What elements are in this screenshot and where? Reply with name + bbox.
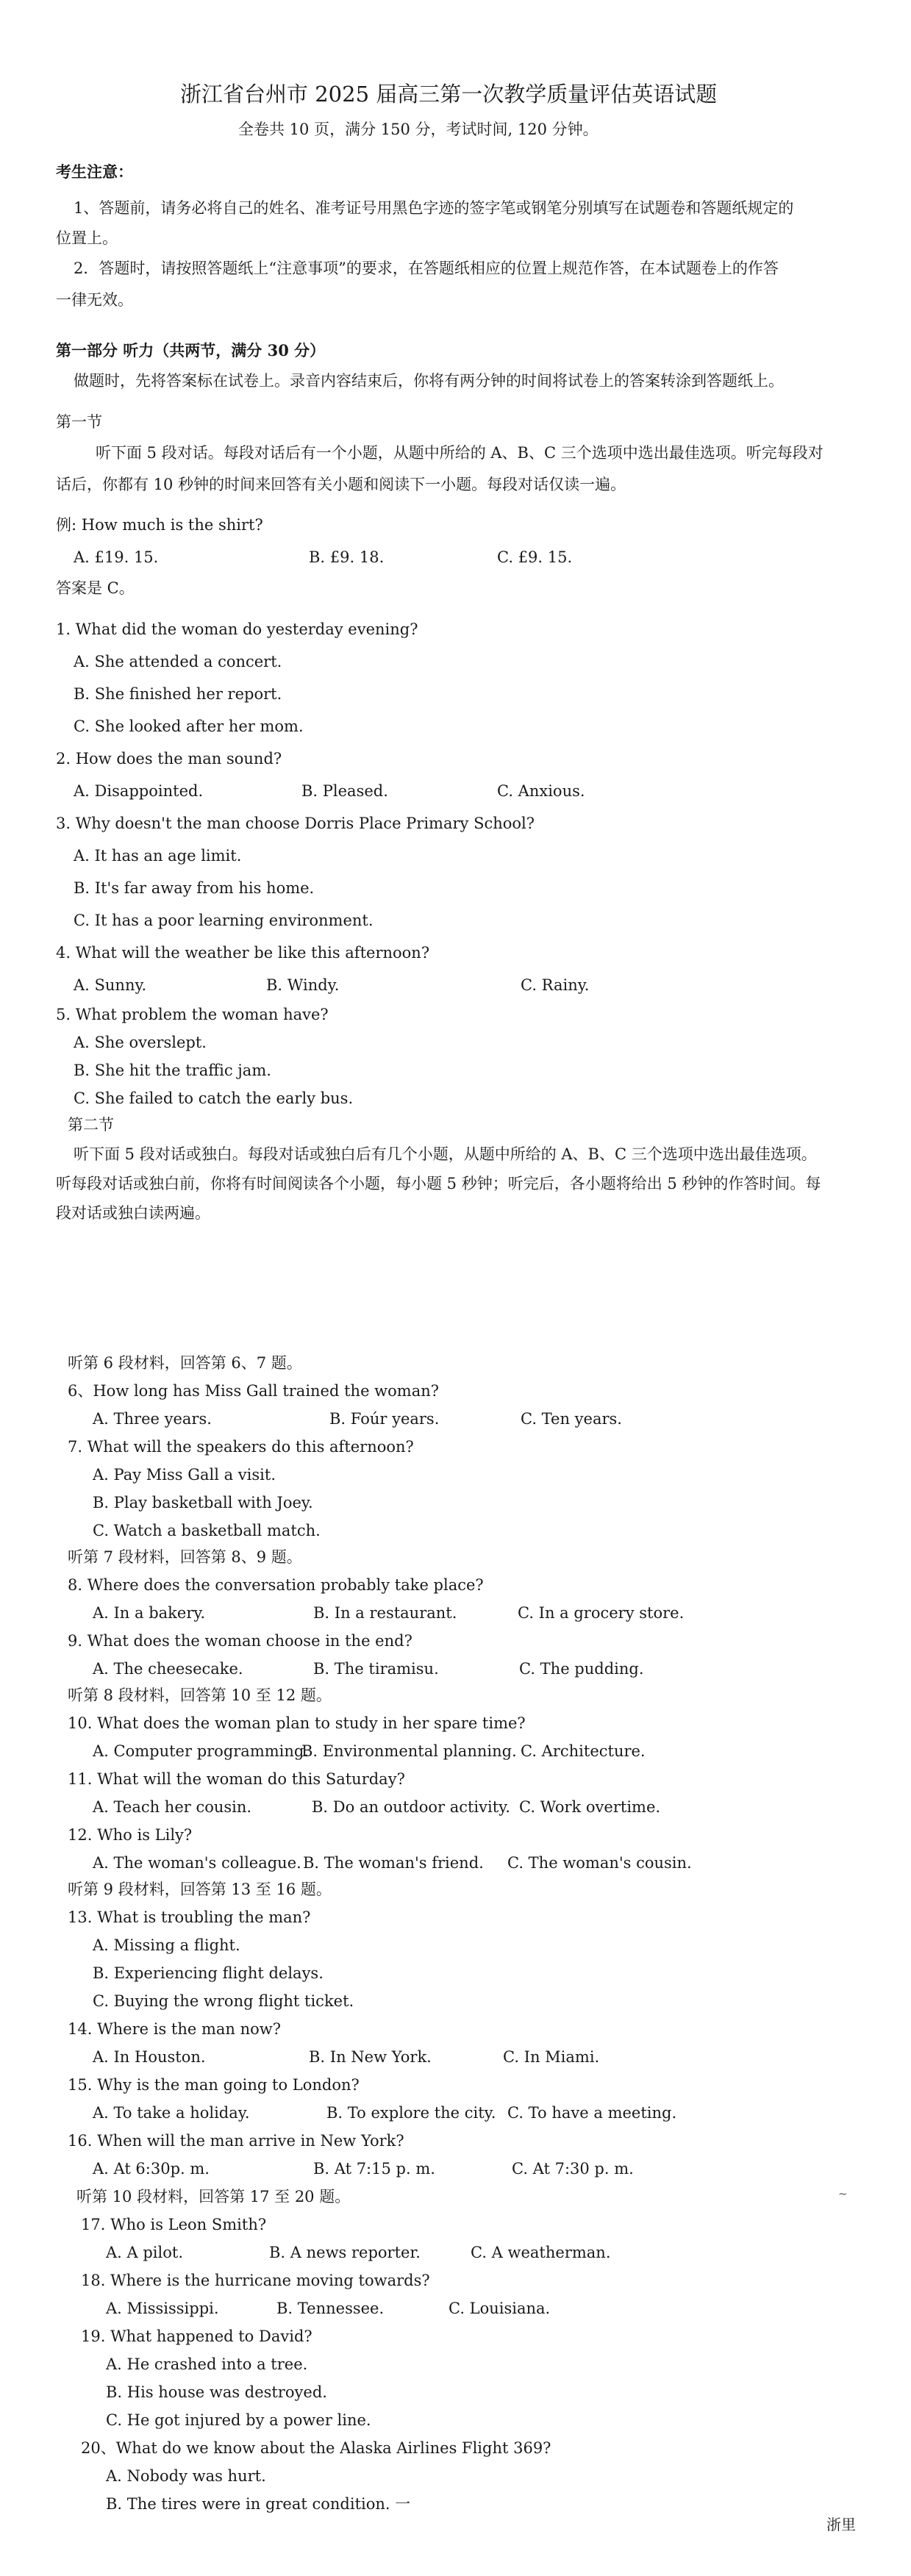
- question-stem: 12. Who is Lily?: [68, 1826, 193, 1844]
- option-c: C. He got injured by a power line.: [106, 2411, 371, 2429]
- part1-heading: 第一部分 听力（共两节，满分 30 分）: [56, 341, 326, 359]
- option-a: A. Sunny.: [74, 976, 147, 994]
- option-b: B. She finished her report.: [74, 685, 282, 703]
- question-stem: 14. Where is the man now?: [68, 2020, 282, 2038]
- option-a: A. Computer programming.: [93, 1742, 309, 1760]
- option-c: C. Work overtime.: [519, 1798, 661, 1816]
- option-c: C. Architecture.: [521, 1742, 646, 1760]
- footer-mark: 浙里: [826, 2516, 856, 2533]
- part1-intro: 做题时，先将答案标在试卷上。录音内容结束后，你将有两分钟的时间将试卷上的答案转涂到答题纸上。: [74, 372, 784, 390]
- option-b: B. Pleased.: [301, 782, 388, 800]
- section2-intro-line-3: 段对话或独白读两遍。: [56, 1204, 210, 1222]
- page-title: 浙江省台州市 2025 届高三第一次教学质量评估英语试题: [180, 82, 718, 107]
- question-stem: 17. Who is Leon Smith?: [81, 2216, 267, 2233]
- example-question: 例: How much is the shirt?: [56, 516, 263, 534]
- option-b: B. Tennessee.: [276, 2300, 385, 2317]
- notice-item-2-line-1: 2．答题时，请按照答题纸上“注意事项”的要求，在答题纸相应的位置上规范作答，在本试题卷上的作答: [74, 260, 779, 277]
- notice-item-1-line-1: 1、答题前，请务必将自己的姓名、准考证号用黑色字迹的签字笔或钢笔分别填写在试题卷和答题纸规定的: [74, 199, 794, 217]
- option-a: A. The woman's colleague.: [93, 1854, 301, 1872]
- question-stem: 15. Why is the man going to London?: [68, 2076, 360, 2094]
- exam-info: 全卷共 10 页，满分 150 分，考试时间, 120 分钟。: [238, 121, 599, 138]
- material-instruction: 听第 10 段材料，回答第 17 至 20 题。: [76, 2188, 351, 2205]
- section1-intro-line-1: 听下面 5 段对话。每段对话后有一个小题，从题中所给的 A、B、C 三个选项中选出最佳选项。听完每段对: [96, 444, 824, 462]
- option-b: B. It's far away from his home.: [74, 879, 315, 897]
- section1-heading: 第一节: [56, 413, 102, 431]
- option-c: C. In Miami.: [503, 2048, 600, 2066]
- option-c: C. It has a poor learning environment.: [74, 912, 374, 929]
- option-a: A. In a bakery.: [93, 1604, 206, 1622]
- option-c: C. In a grocery store.: [518, 1604, 685, 1622]
- option-b: B. At 7:15 p. m.: [313, 2160, 435, 2178]
- option-a: A. The cheesecake.: [93, 1660, 243, 1678]
- section2-heading: 第二节: [68, 1116, 114, 1134]
- option-b: B. Foúr years.: [329, 1410, 440, 1428]
- option-a: A. A pilot.: [106, 2244, 183, 2261]
- material-instruction: 听第 8 段材料，回答第 10 至 12 题。: [68, 1686, 332, 1704]
- question-stem: 10. What does the woman plan to study in her spare time?: [68, 1714, 526, 1732]
- material-instruction: 听第 7 段材料，回答第 8、9 题。: [68, 1548, 302, 1566]
- option-b: B. Experiencing flight delays.: [93, 1964, 324, 1982]
- question-stem: 20、What do we know about the Alaska Airlines Flight 369?: [81, 2439, 551, 2457]
- question-stem: 18. Where is the hurricane moving towards?: [81, 2272, 430, 2289]
- option-a: A. In Houston.: [93, 2048, 206, 2066]
- option-c: C. A weatherman.: [471, 2244, 611, 2261]
- question-stem: 8. Where does the conversation probably take place?: [68, 1576, 484, 1594]
- option-b: B. The tires were in great condition. 一: [106, 2495, 411, 2513]
- option-c: C. Ten years.: [521, 1410, 622, 1428]
- option-b: B. Play basketball with Joey.: [93, 1494, 313, 1511]
- option-c: C. Anxious.: [497, 782, 585, 800]
- option-b: B. Environmental planning.: [301, 1742, 517, 1760]
- notice-heading: 考生注意：: [56, 162, 133, 181]
- option-a: A. Teach her cousin.: [93, 1798, 252, 1816]
- section2-intro-line-1: 听下面 5 段对话或独白。每段对话或独白后有几个小题，从题中所给的 A、B、C 三个选项中选出最佳选项。: [74, 1145, 817, 1163]
- option-c: C. Watch a basketball match.: [93, 1522, 321, 1539]
- option-a: A. Mississippi.: [106, 2300, 219, 2317]
- option-a: A. It has an age limit.: [74, 847, 242, 865]
- option-c: C. She looked after her mom.: [74, 718, 304, 735]
- option-a: A. Missing a flight.: [93, 1936, 240, 1954]
- option-a: A. To take a holiday.: [93, 2104, 250, 2122]
- option-a: A. She overslept.: [74, 1034, 207, 1051]
- question-stem: 4. What will the weather be like this afternoon?: [56, 944, 430, 962]
- option-b: B. Windy.: [266, 976, 340, 994]
- option-a: A. At 6:30p. m.: [93, 2160, 210, 2178]
- example-answer: 答案是 C。: [56, 579, 135, 597]
- option-b: B. The woman's friend.: [303, 1854, 484, 1872]
- option-c: C. Rainy.: [521, 976, 590, 994]
- option-a: A. He crashed into a tree.: [106, 2355, 308, 2373]
- example-option-b: B. £9. 18.: [309, 548, 385, 566]
- option-b: B. The tiramisu.: [313, 1660, 439, 1678]
- option-a: A. Nobody was hurt.: [106, 2467, 266, 2485]
- question-stem: 1. What did the woman do yesterday evening?: [56, 620, 418, 638]
- stray-mark: ~: [838, 2187, 848, 2200]
- option-b: B. In a restaurant.: [313, 1604, 457, 1622]
- question-stem: 19. What happened to David?: [81, 2328, 312, 2345]
- option-c: C. She failed to catch the early bus.: [74, 1090, 354, 1107]
- option-c: C. To have a meeting.: [507, 2104, 677, 2122]
- section1-intro-line-2: 话后，你都有 10 秒钟的时间来回答有关小题和阅读下一小题。每段对话仅读一遍。: [56, 476, 626, 493]
- material-instruction: 听第 6 段材料，回答第 6、7 题。: [68, 1354, 302, 1372]
- option-b: B. She hit the traffic jam.: [74, 1062, 271, 1079]
- question-stem: 16. When will the man arrive in New York?: [68, 2132, 404, 2150]
- option-c: C. Louisiana.: [449, 2300, 551, 2317]
- option-c: C. The pudding.: [519, 1660, 644, 1678]
- question-stem: 6、How long has Miss Gall trained the woman?: [68, 1382, 440, 1400]
- question-stem: 5. What problem the woman have?: [56, 1006, 329, 1023]
- question-stem: 3. Why doesn't the man choose Dorris Place Primary School?: [56, 815, 535, 832]
- option-a: A. Three years.: [93, 1410, 212, 1428]
- material-instruction: 听第 9 段材料，回答第 13 至 16 题。: [68, 1881, 332, 1898]
- example-option-a: A. £19. 15.: [74, 548, 159, 566]
- option-b: B. A news reporter.: [269, 2244, 421, 2261]
- option-a: A. Pay Miss Gall a visit.: [93, 1466, 276, 1484]
- option-b: B. In New York.: [309, 2048, 432, 2066]
- example-option-c: C. £9. 15.: [497, 548, 573, 566]
- notice-item-2-line-2: 一律无效。: [56, 291, 133, 309]
- option-a: A. She attended a concert.: [74, 653, 282, 670]
- option-b: B. Do an outdoor activity.: [312, 1798, 510, 1816]
- question-stem: 13. What is troubling the man?: [68, 1908, 311, 1926]
- question-stem: 2. How does the man sound?: [56, 750, 282, 768]
- option-c: C. Buying the wrong flight ticket.: [93, 1992, 354, 2010]
- section2-intro-line-2: 听每段对话或独白前，你将有时间阅读各个小题，每小题 5 秒钟；听完后，各小题将给出 5 秒钟的作答时间。每: [56, 1175, 821, 1192]
- option-c: C. At 7:30 p. m.: [512, 2160, 634, 2178]
- option-a: A. Disappointed.: [74, 782, 204, 800]
- question-stem: 9. What does the woman choose in the end?: [68, 1632, 412, 1650]
- question-stem: 7. What will the speakers do this afternoon?: [68, 1438, 414, 1456]
- notice-item-1-line-2: 位置上。: [56, 229, 118, 247]
- option-b: B. To explore the city.: [326, 2104, 496, 2122]
- option-c: C. The woman's cousin.: [507, 1854, 692, 1872]
- question-stem: 11. What will the woman do this Saturday?: [68, 1770, 405, 1788]
- option-b: B. His house was destroyed.: [106, 2383, 327, 2401]
